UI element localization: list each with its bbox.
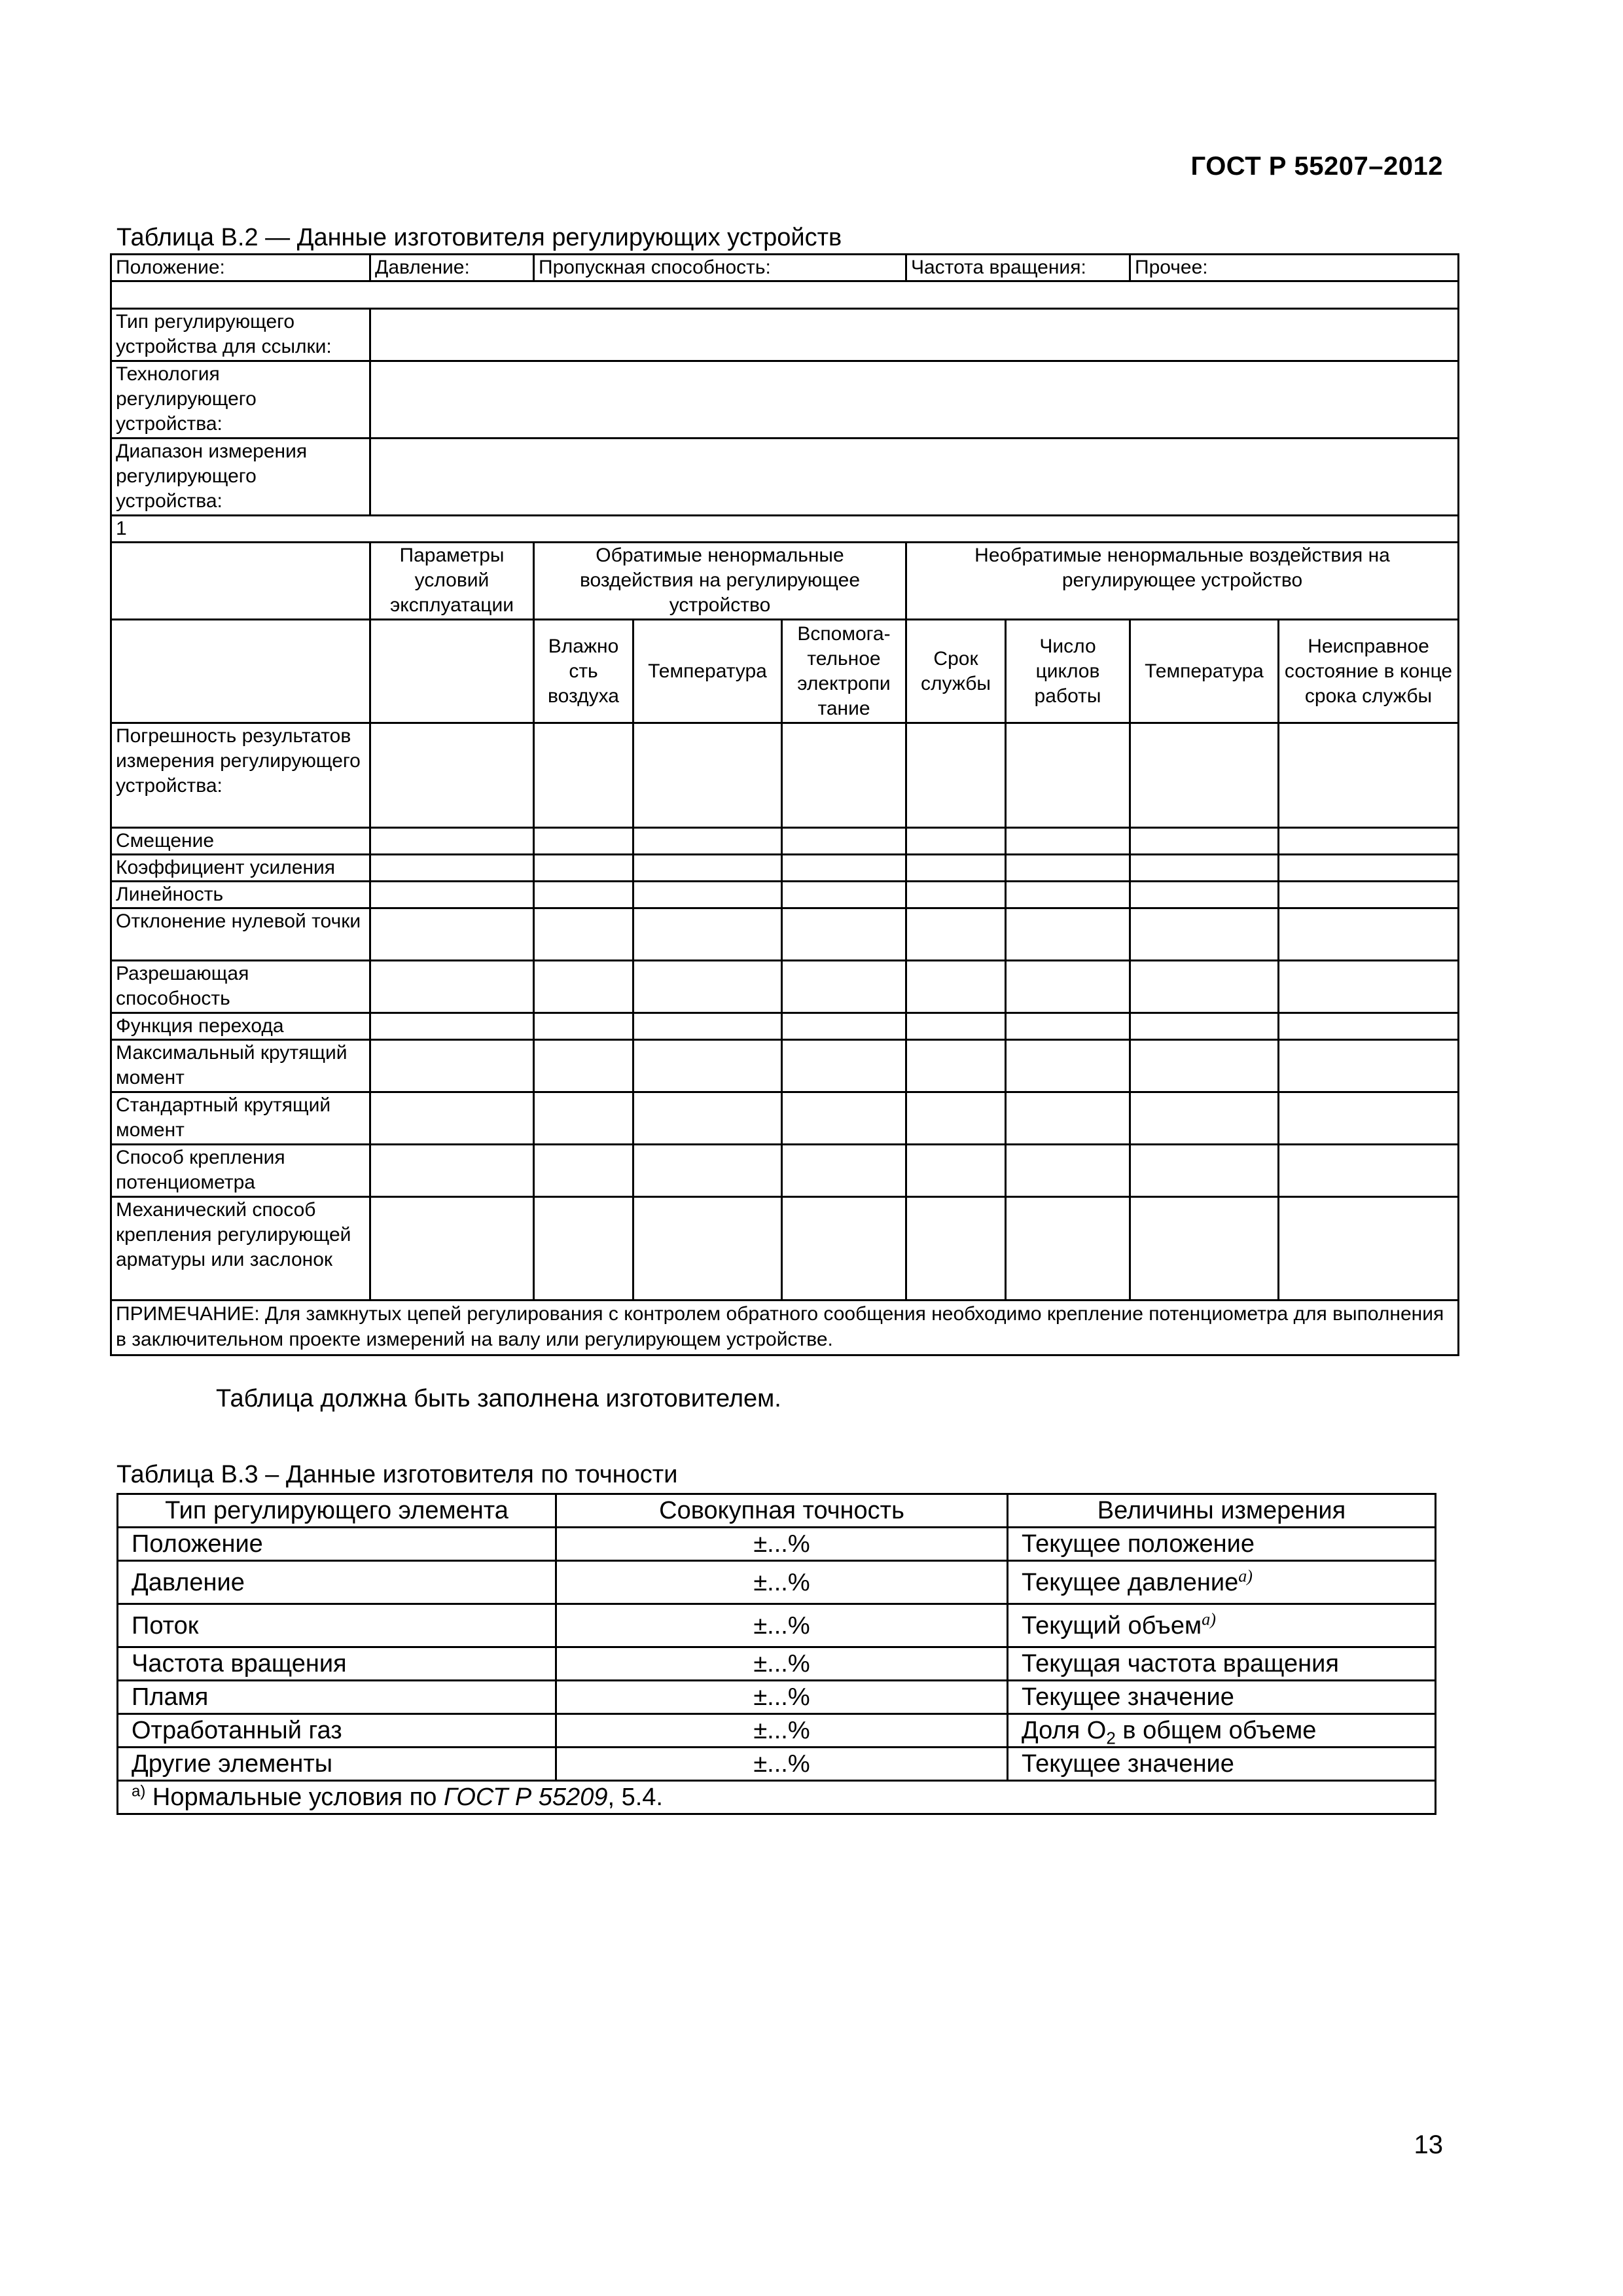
quantity: Текущее значение bbox=[1008, 1748, 1436, 1781]
table-b3-footnote bbox=[118, 1781, 1436, 1814]
sub-header-temperature-2: Температура bbox=[1130, 620, 1279, 723]
quantity-rest: в общем объеме bbox=[1115, 1717, 1317, 1744]
footnote-marker: a) bbox=[1202, 1609, 1216, 1628]
accuracy: ±...% bbox=[556, 1681, 1008, 1714]
row-label: Стандартный крутящий момент bbox=[111, 1092, 370, 1145]
header-element-type: Тип регулирующего элемента bbox=[118, 1494, 556, 1528]
element-type: Другие элементы bbox=[118, 1748, 556, 1781]
element-type: Давление bbox=[118, 1561, 556, 1604]
standard-designation: ГОСТ Р 55207–2012 bbox=[1190, 152, 1443, 181]
sub-header-empty bbox=[370, 620, 534, 723]
table-row bbox=[118, 1714, 1436, 1748]
quantity: Текущее положение bbox=[1008, 1528, 1436, 1561]
row-label: Максимальный крутящий момент bbox=[111, 1040, 370, 1092]
row-label: Отклонение нулевой точки bbox=[111, 908, 370, 961]
sub-header-empty bbox=[111, 620, 370, 723]
group-header-reversible: Обратимые ненормальные воздействия на регулирующее устройство bbox=[534, 543, 906, 620]
header-quantity: Величины измерения bbox=[1008, 1494, 1436, 1528]
info-value-range bbox=[370, 439, 1459, 516]
quantity-cell bbox=[1008, 1561, 1436, 1604]
field-pressure: Давление: bbox=[370, 255, 534, 281]
table-row bbox=[118, 1681, 1436, 1714]
info-label-type: Тип регулирующего устройства для ссылки: bbox=[111, 309, 370, 361]
footnote-reference: ГОСТ Р 55209 bbox=[443, 1784, 608, 1811]
table-b2-caption: Таблица В.2 — Данные изготовителя регулирующих устройств bbox=[116, 224, 842, 251]
table-b3 bbox=[116, 1493, 1436, 1815]
quantity: Текущая частота вращения bbox=[1008, 1647, 1436, 1681]
info-value-technology bbox=[370, 361, 1459, 439]
header-accuracy: Совокупная точность bbox=[556, 1494, 1008, 1528]
accuracy: ±...% bbox=[556, 1714, 1008, 1748]
group-header-irreversible: Необратимые ненормальные воздействия на регулирующее устройство bbox=[906, 543, 1459, 620]
element-type: Пламя bbox=[118, 1681, 556, 1714]
quantity-cell bbox=[1008, 1604, 1436, 1647]
accuracy: ±...% bbox=[556, 1604, 1008, 1647]
accuracy: ±...% bbox=[556, 1561, 1008, 1604]
sub-header-service-life: Срок службы bbox=[906, 620, 1006, 723]
field-position: Положение: bbox=[111, 255, 370, 281]
row-label: Функция перехода bbox=[111, 1013, 370, 1040]
table-b2-note: ПРИМЕЧАНИЕ: Для замкнутых цепей регулирования с контролем обратного сообщения необходимо крепление потенциометра для выполнения в заключительном проекте измерений на валу или регулирующем устройстве. bbox=[111, 1300, 1459, 1355]
page-number: 13 bbox=[1414, 2130, 1443, 2159]
table-row bbox=[118, 1561, 1436, 1604]
footnote-mark: а) bbox=[132, 1782, 146, 1801]
footnote-clause: , 5.4. bbox=[607, 1784, 663, 1811]
quantity: Текущий объем bbox=[1022, 1611, 1202, 1640]
element-type: Положение bbox=[118, 1528, 556, 1561]
quantity: Текущее значение bbox=[1008, 1681, 1436, 1714]
quantity-cell bbox=[1008, 1714, 1436, 1748]
table-b3-caption: Таблица В.3 – Данные изготовителя по точности bbox=[116, 1461, 678, 1488]
sub-header-failure-state: Неисправное состояние в конце срока службы bbox=[1279, 620, 1459, 723]
row-label: Разрешающая способность bbox=[111, 961, 370, 1013]
field-rotation: Частота вращения: bbox=[906, 255, 1130, 281]
table-row bbox=[118, 1528, 1436, 1561]
row-label: Смещение bbox=[111, 828, 370, 855]
fill-instruction: Таблица должна быть заполнена изготовителем. bbox=[216, 1385, 781, 1412]
info-label-range: Диапазон измерения регулирующего устройства: bbox=[111, 439, 370, 516]
group-header-operating: Параметры условий эксплуатации bbox=[370, 543, 534, 620]
table-row bbox=[118, 1647, 1436, 1681]
info-label-technology: Технология регулирующего устройства: bbox=[111, 361, 370, 439]
info-value-type bbox=[370, 309, 1459, 361]
accuracy: ±...% bbox=[556, 1748, 1008, 1781]
row-label: Механический способ крепления регулирующей арматуры или заслонок bbox=[111, 1197, 370, 1300]
sub-header-aux-power: Вспомога-тельное электропи тание bbox=[782, 620, 906, 723]
row-label: Коэффициент усиления bbox=[111, 855, 370, 882]
quantity: Доля O bbox=[1022, 1717, 1107, 1744]
table-row bbox=[118, 1604, 1436, 1647]
row-label: Линейность bbox=[111, 882, 370, 908]
group-header-empty bbox=[111, 543, 370, 620]
element-type: Отработанный газ bbox=[118, 1714, 556, 1748]
field-throughput: Пропускная способность: bbox=[534, 255, 906, 281]
element-type: Поток bbox=[118, 1604, 556, 1647]
element-type: Частота вращения bbox=[118, 1647, 556, 1681]
quantity: Текущее давление bbox=[1022, 1568, 1239, 1596]
field-other: Прочее: bbox=[1130, 255, 1459, 281]
index-row: 1 bbox=[111, 516, 1459, 543]
sub-header-cycles: Число циклов работы bbox=[1006, 620, 1130, 723]
accuracy: ±...% bbox=[556, 1528, 1008, 1561]
sub-header-humidity: Влажно сть воздуха bbox=[534, 620, 633, 723]
sub-header-temperature: Температура bbox=[633, 620, 782, 723]
table-b2 bbox=[110, 253, 1459, 1356]
blank-row bbox=[111, 281, 1459, 309]
table-row bbox=[118, 1748, 1436, 1781]
footnote-text: Нормальные условия по bbox=[145, 1784, 444, 1811]
row-label: Погрешность результатов измерения регулирующего устройства: bbox=[111, 723, 370, 828]
accuracy: ±...% bbox=[556, 1647, 1008, 1681]
subscript-2: 2 bbox=[1106, 1728, 1116, 1748]
row-label: Способ крепления потенциометра bbox=[111, 1145, 370, 1197]
footnote-marker: a) bbox=[1238, 1566, 1253, 1585]
